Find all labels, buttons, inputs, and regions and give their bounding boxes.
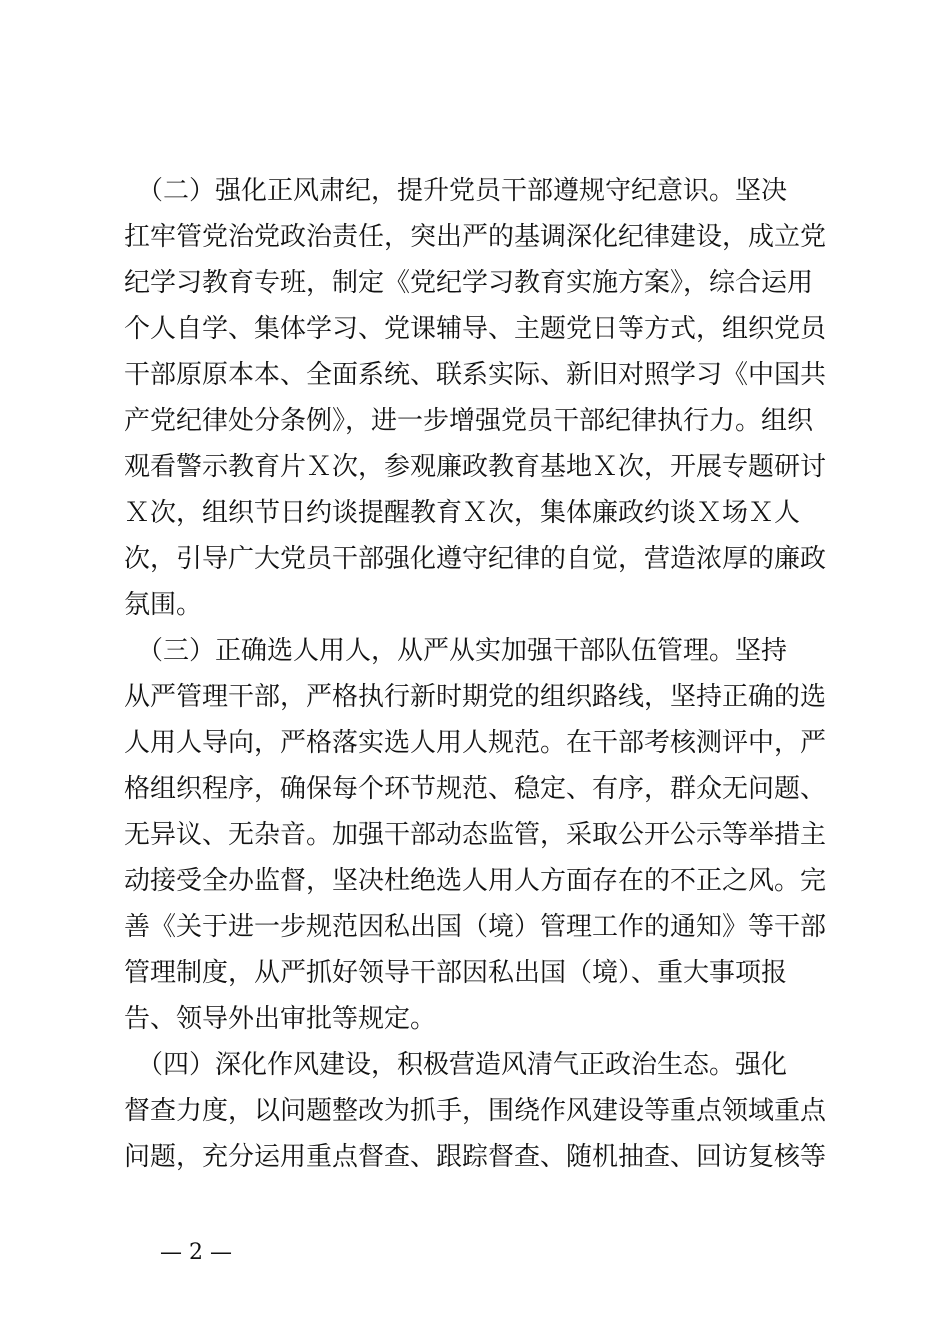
text-line: 善《关于进一步规范因私出国（境）管理工作的通知》等干部 [124,912,827,942]
text-line: 观看警示教育片Ｘ次，参观廉政教育基地Ｘ次，开展专题研讨 [124,452,827,482]
text-line: 人用人导向，严格落实选人用人规范。在干部考核测评中，严 [124,728,827,758]
page-number: — 2 — [160,1240,232,1265]
text-line: （四）深化作风建设，积极营造风清气正政治生态。强化 [124,1050,788,1080]
text-line: 管理制度，从严抓好领导干部因私出国（境）、重大事项报 [124,958,788,988]
text-line: 个人自学、集体学习、党课辅导、主题党日等方式，组织党员 [124,314,827,344]
text-line: Ｘ次，组织节日约谈提醒教育Ｘ次，集体廉政约谈Ｘ场Ｘ人 [124,498,801,528]
text-line: 氛围。 [124,590,203,620]
text-line: 告、领导外出审批等规定。 [124,1004,437,1034]
text-line: 督查力度，以问题整改为抓手，围绕作风建设等重点领域重点 [124,1096,827,1126]
text-line: （二）强化正风肃纪，提升党员干部遵规守纪意识。坚决 [124,176,788,206]
text-line: 纪学习教育专班，制定《党纪学习教育实施方案》，综合运用 [124,268,814,298]
text-line: 产党纪律处分条例》，进一步增强党员干部纪律执行力。组织 [124,406,814,436]
document-body [124,168,827,1180]
text-line: 无异议、无杂音。加强干部动态监管，采取公开公示等举措主 [124,820,827,850]
text-line: 次，引导广大党员干部强化遵守纪律的自觉，营造浓厚的廉政 [124,544,827,574]
text-line: 从严管理干部，严格执行新时期党的组织路线，坚持正确的选 [124,682,827,712]
text-line: （三）正确选人用人，从严从实加强干部队伍管理。坚持 [124,636,788,666]
text-line: 格组织程序，确保每个环节规范、稳定、有序，群众无问题、 [124,774,827,804]
text-line: 干部原原本本、全面系统、联系实际、新旧对照学习《中国共 [124,360,827,390]
text-line: 动接受全办监督，坚决杜绝选人用人方面存在的不正之风。完 [124,866,827,896]
text-line: 问题，充分运用重点督查、跟踪督查、随机抽查、回访复核等 [124,1142,827,1172]
text-line: 扛牢管党治党政治责任，突出严的基调深化纪律建设，成立党 [124,222,827,252]
